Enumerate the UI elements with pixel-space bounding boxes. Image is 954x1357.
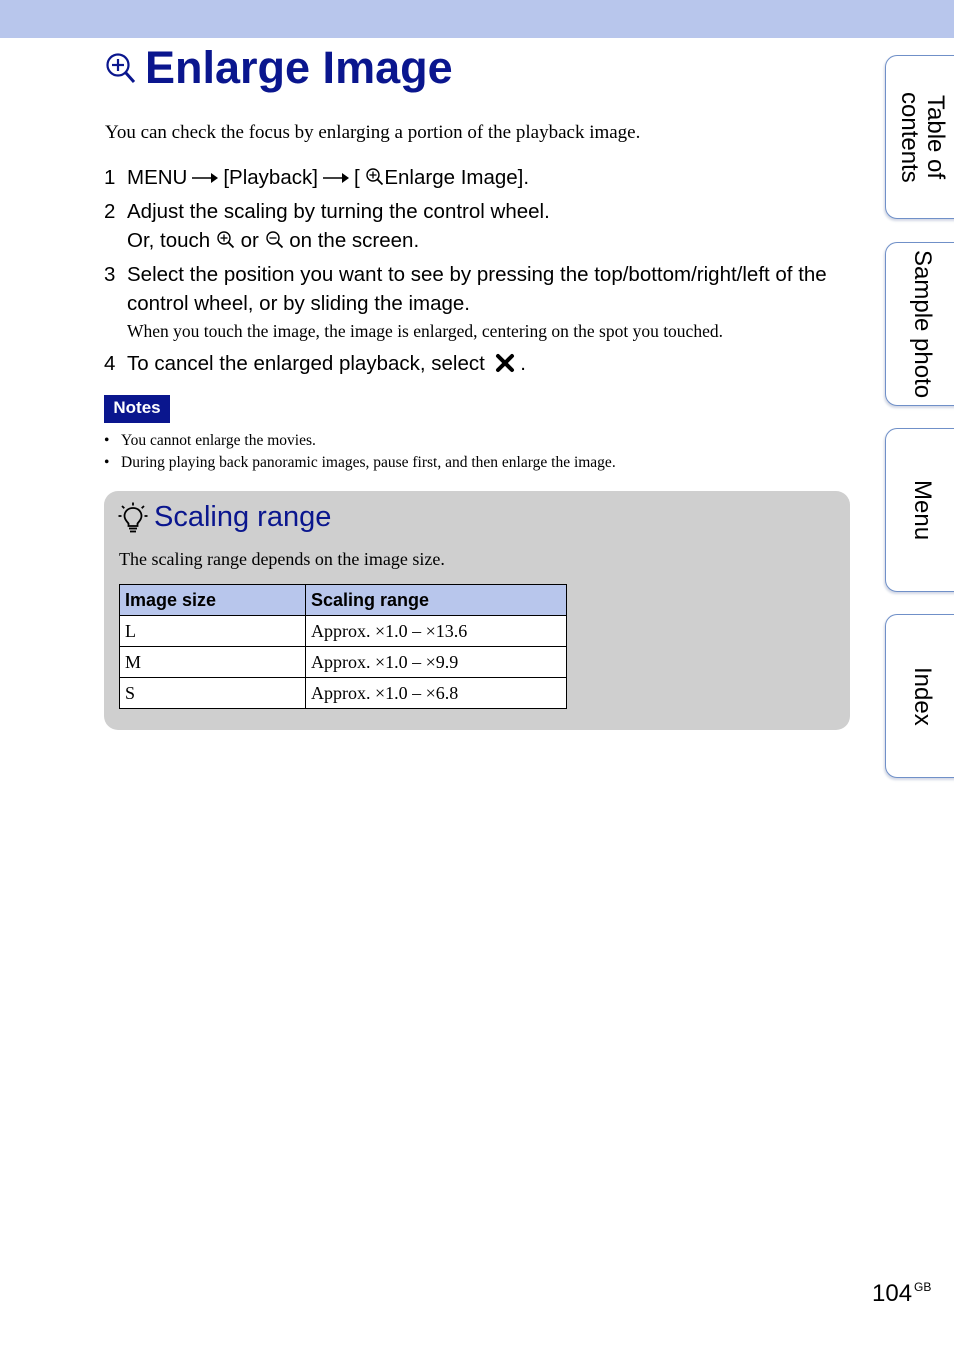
tab-label: Menu	[909, 479, 936, 541]
note-text: During playing back panoramic images, pause first, and then enlarge the image.	[121, 454, 616, 471]
step-3-text: Select the position you want to see by pressing the top/bottom/right/left of the control wheel, or by sliding the image.	[127, 263, 827, 315]
zoom-out-icon	[265, 230, 284, 249]
hint-title	[118, 501, 331, 534]
step-3-sub: When you touch the image, the image is enlarged, centering on the spot you touched.	[127, 321, 723, 341]
menu-label: MENU	[127, 166, 188, 189]
bracket-open: [	[353, 166, 360, 189]
intro-text: You can check the focus by enlarging a portion of the playback image.	[105, 122, 641, 143]
step-2-or: or	[240, 229, 259, 252]
tab-menu[interactable]	[885, 428, 954, 592]
zoom-in-icon	[105, 52, 137, 86]
tab-label: Table of contents	[896, 91, 949, 183]
tab-index[interactable]	[885, 614, 954, 778]
step-2-line-2	[127, 226, 854, 255]
scaling-table	[119, 584, 567, 709]
step-1	[104, 163, 854, 192]
step-number: 2	[104, 200, 116, 223]
arrow-right-icon	[191, 163, 219, 192]
notes-badge: Notes	[104, 395, 170, 423]
notes-list	[104, 430, 844, 474]
tab-sample-photo[interactable]	[885, 242, 954, 406]
zoom-in-icon	[216, 230, 235, 249]
header-band	[0, 0, 954, 38]
page-suffix: GB	[914, 1280, 932, 1294]
hint-box	[104, 491, 850, 730]
cell-range: Approx. ×1.0 – ×9.9	[306, 647, 567, 678]
step-4-text: To cancel the enlarged playback, select	[127, 352, 485, 375]
cell-range: Approx. ×1.0 – ×13.6	[306, 616, 567, 647]
cell-size: M	[120, 647, 306, 678]
page-number-value: 104	[872, 1280, 913, 1307]
tab-label: Index	[909, 666, 936, 726]
page-title	[105, 42, 453, 94]
step-number: 1	[104, 166, 116, 189]
table-row	[120, 616, 567, 647]
table-header-row	[120, 585, 567, 616]
step-number: 3	[104, 263, 116, 286]
step-2-pre: Or, touch	[127, 229, 211, 252]
table-row	[120, 647, 567, 678]
close-x-icon	[495, 353, 515, 373]
step-2	[104, 197, 854, 255]
step-2-post: on the screen.	[289, 229, 420, 252]
hint-text: The scaling range depends on the image size.	[119, 549, 445, 569]
cell-size: L	[120, 616, 306, 647]
step-2-line-1: Adjust the scaling by turning the control wheel.	[127, 200, 550, 223]
title-text: Enlarge Image	[145, 42, 453, 93]
step-number: 4	[104, 352, 116, 375]
zoom-in-icon	[365, 167, 384, 186]
hint-title-text: Scaling range	[154, 501, 332, 533]
note-text: You cannot enlarge the movies.	[121, 432, 316, 449]
tab-label: Sample photo	[909, 249, 936, 399]
tab-table-of-contents[interactable]	[885, 55, 954, 219]
step-3	[104, 260, 854, 344]
steps-list	[104, 163, 854, 378]
cell-range: Approx. ×1.0 – ×6.8	[306, 678, 567, 709]
page-number	[872, 1280, 931, 1308]
step-4	[104, 349, 854, 378]
step-4-end: .	[520, 352, 526, 375]
playback-label: [Playback]	[223, 166, 318, 189]
bullet: •	[104, 432, 110, 449]
note-item	[104, 452, 844, 474]
lightbulb-hint-icon	[118, 502, 148, 534]
header-scaling-range: Scaling range	[306, 585, 567, 616]
arrow-right-icon	[322, 163, 350, 192]
table-row	[120, 678, 567, 709]
enlarge-item-label: Enlarge Image].	[384, 166, 530, 189]
header-image-size: Image size	[120, 585, 306, 616]
cell-size: S	[120, 678, 306, 709]
bullet: •	[104, 454, 110, 471]
note-item	[104, 430, 844, 452]
